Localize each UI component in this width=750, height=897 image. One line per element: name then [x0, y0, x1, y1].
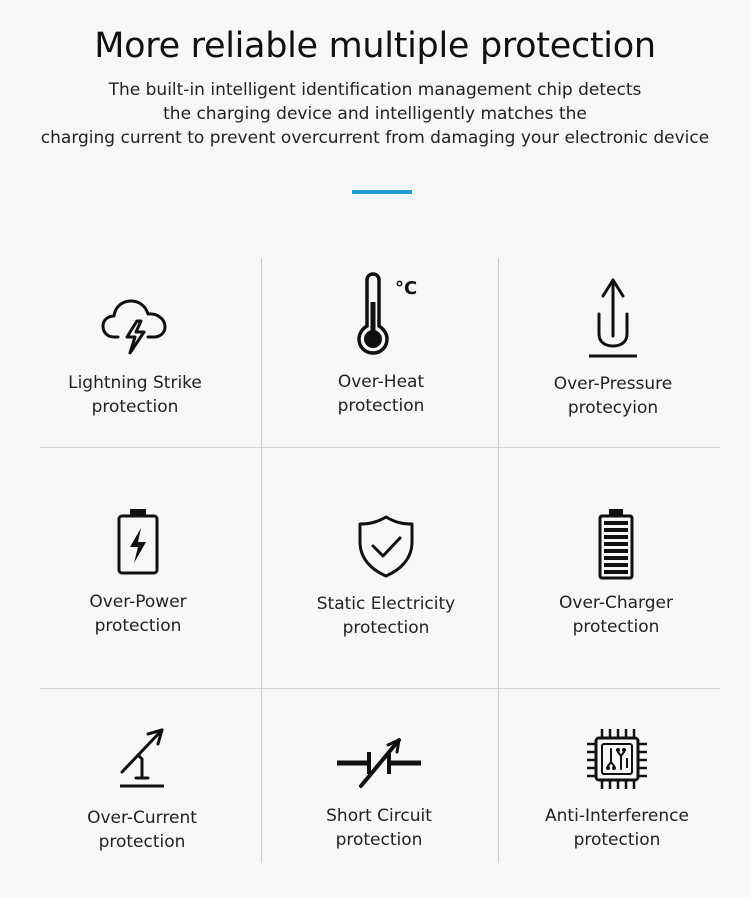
feature-over-current — [47, 724, 237, 854]
feature-short-circuit — [284, 736, 474, 852]
celsius-unit: °C — [395, 278, 418, 299]
feature-label: Static Electricity protection — [316, 594, 456, 638]
grid-divider — [40, 688, 720, 689]
subtitle-line: the charging device and intelligently matches the — [163, 104, 587, 124]
chip-icon — [584, 726, 650, 792]
feature-label: Over-Charger protection — [559, 593, 673, 637]
feature-label: Over-Heat protection — [337, 372, 425, 416]
feature-over-pressure — [518, 276, 708, 420]
feature-label: Anti-Interference protection — [545, 806, 689, 850]
thermometer-icon — [341, 272, 421, 356]
feature-static-electricity — [291, 514, 481, 640]
feature-over-power — [43, 507, 233, 638]
feature-label: Over-Current protection — [87, 808, 197, 852]
subtitle-line: The built-in intelligent identification management chip detects — [108, 80, 642, 100]
feature-lightning-strike — [40, 295, 230, 419]
accent-divider — [352, 190, 412, 194]
pressure-arrow-icon — [583, 276, 643, 360]
shield-check-icon — [356, 514, 416, 578]
feature-anti-interference — [522, 726, 712, 852]
grid-divider — [498, 258, 499, 863]
grid-divider — [40, 447, 720, 448]
subtitle-line: charging current to prevent overcurrent from damaging your electronic device — [40, 128, 710, 148]
short-circuit-icon — [331, 736, 427, 790]
page-title: More reliable multiple protection — [94, 26, 656, 66]
feature-label: Over-Pressure protecyion — [553, 374, 673, 418]
current-arrow-icon — [112, 724, 172, 790]
feature-label: Short Circuit protection — [326, 806, 432, 850]
feature-over-charger — [521, 507, 711, 639]
battery-full-icon — [596, 507, 636, 581]
feature-label: Lightning Strike protection — [68, 373, 202, 417]
battery-bolt-icon — [113, 507, 163, 577]
feature-label: Over-Power protection — [89, 592, 187, 636]
grid-divider — [261, 258, 262, 863]
feature-over-heat — [286, 272, 476, 418]
lightning-cloud-icon — [100, 295, 170, 357]
page-subtitle — [0, 78, 750, 150]
